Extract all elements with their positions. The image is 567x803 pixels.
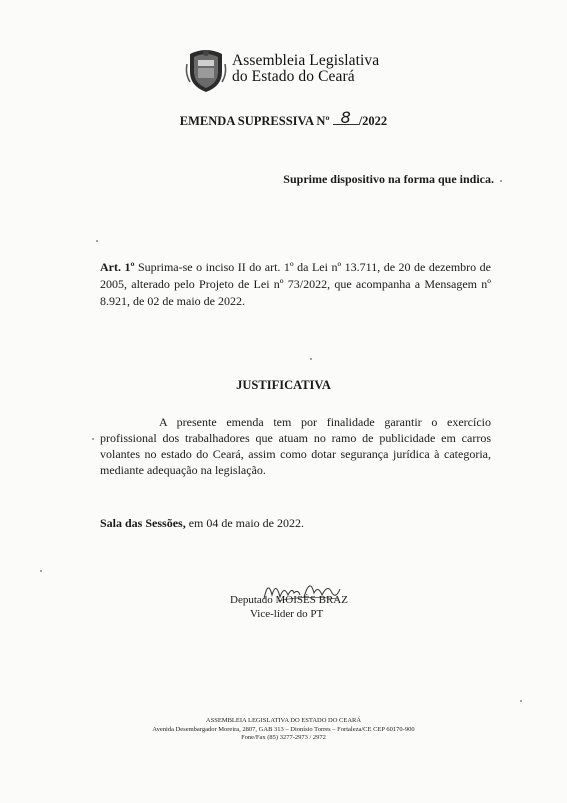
signatory-role: Vice-líder do PT <box>250 608 324 620</box>
article-paragraph <box>100 259 491 310</box>
amendment-summary: Suprime dispositivo na forma que indica. <box>283 172 494 186</box>
scan-speck <box>520 700 522 702</box>
assembly-name-line1: Assembleia Legislativa <box>232 52 380 69</box>
session-date: em 04 de maio de 2022. <box>188 516 304 530</box>
scan-speck <box>92 438 94 440</box>
assembly-name-line2: do Estado do Ceará <box>232 68 355 85</box>
scan-speck <box>96 240 98 242</box>
amendment-title-prefix: EMENDA SUPRESSIVA Nº <box>179 114 330 128</box>
amendment-title-suffix: /2022 <box>358 114 388 128</box>
article-label: Art. 1º <box>100 260 135 274</box>
article-text: Suprima-se o inciso II do art. 1º da Lei nº 13.711, de 20 de dezembro de 2005, alterado pelo Projeto de Lei nº 73/2022, que acompanha a Mensagem nº 8.921, de 02 de maio de 2022. <box>100 260 491 308</box>
session-line <box>100 516 304 531</box>
scan-speck <box>40 570 42 572</box>
justification-title: JUSTIFICATIVA <box>236 378 331 392</box>
justification-text: A presente emenda tem por finalidade garantir o exercício profissional dos trabalhadores que atuam no ramo de publicidade em carros volantes no estado do Ceará, assim como dotar segurança jurídica à categoria, mediante adequação na legislação. <box>100 415 491 477</box>
signatory-block <box>230 593 348 621</box>
scan-speck <box>310 358 312 360</box>
footer-line3: Fone/Fax (85) 3277-2973 / 2972 <box>241 734 326 741</box>
footer-line2: Avenida Desembargador Moreira, 2807, GAB 313 – Dionísio Torres – Fortaleza/CE CEP 60170-900 <box>152 725 415 733</box>
scan-speck <box>500 180 502 182</box>
assembly-name <box>232 53 379 85</box>
letterhead <box>184 44 379 94</box>
page-footer <box>0 717 567 743</box>
footer-line1: ASSEMBLEIA LEGISLATIVA DO ESTADO DO CEARÁ <box>205 717 362 724</box>
coat-of-arms-icon <box>184 44 228 94</box>
amendment-title <box>0 108 567 129</box>
amendment-number: 8 <box>333 112 359 125</box>
session-label: Sala das Sessões, <box>100 516 186 530</box>
signatory-name: Deputado MOISÉS BRAZ <box>230 594 348 606</box>
